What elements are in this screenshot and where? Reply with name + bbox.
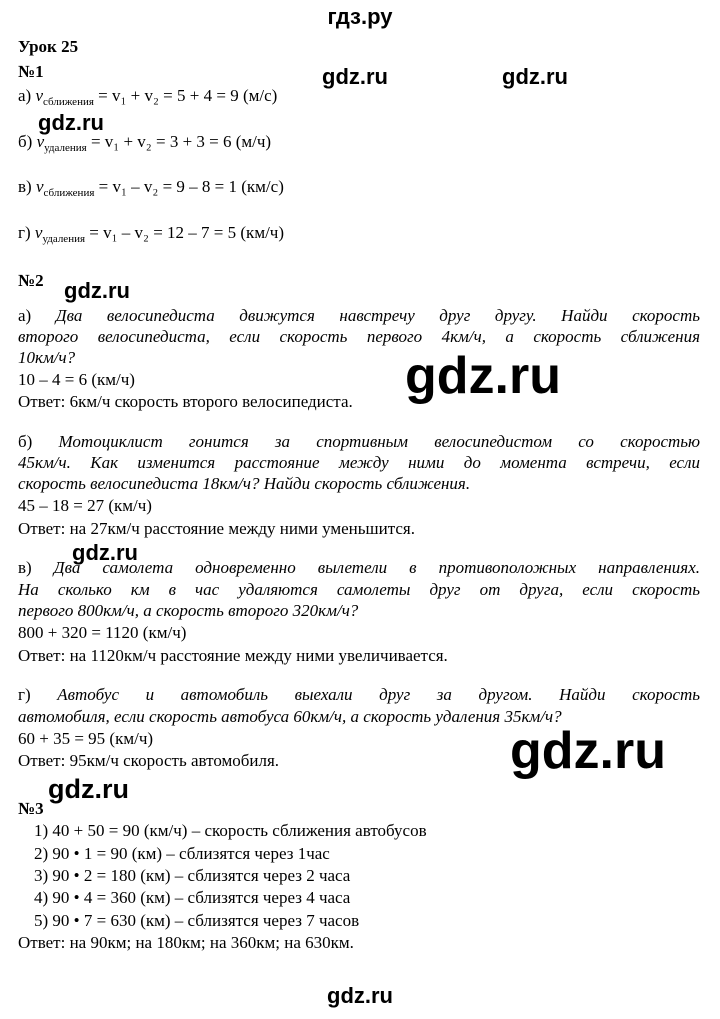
task3-step: 4) 90 • 4 = 360 (км) – сблизятся через 4 часа: [34, 888, 351, 907]
watermark: gdz.ru: [72, 540, 138, 565]
task2-title: №2: [18, 271, 44, 290]
task1-line-v: в) $v_{сближения} = v_1 - v_2 = 9 - 8 = 1$ (км/с): [18, 177, 284, 199]
watermark: gdz.ru: [405, 347, 561, 405]
task2-a-question-line3: 10км/ч?: [18, 348, 76, 367]
task2-b-question-line1: б) Мотоциклист гонится за спортивным велосипедистом со скоростью: [18, 432, 701, 451]
task2-v-question-line3: первого 800км/ч, а скорость второго 320км/ч?: [18, 601, 359, 620]
task2-g-question-line2: автомобиля, если скорость автобуса 60км/ч, а скорость удаления 35км/ч?: [18, 707, 562, 726]
task2-v-calc: 800 + 320 = 1120 (км/ч): [18, 623, 187, 642]
task2-b-question-line2: 45км/ч. Как изменится расстояние между ними до момента встречи, если: [18, 453, 700, 472]
site-header: гдз.ру: [327, 4, 393, 29]
task2-b-answer: Ответ: на 27км/ч расстояние между ними уменьшится.: [18, 519, 415, 538]
task2-b-question-line3: скорость велосипедиста 18км/ч? Найди скорость сближения.: [18, 474, 471, 493]
watermark: gdz.ru: [38, 110, 104, 135]
watermark: gdz.ru: [48, 774, 129, 804]
task2-a-answer: Ответ: 6км/ч скорость второго велосипедиста.: [18, 392, 353, 411]
lesson-title: Урок 25: [18, 37, 79, 56]
task3-step: 3) 90 • 2 = 180 (км) – сблизятся через 2 часа: [34, 866, 351, 885]
task2-v-question-line2: На сколько км в час удаляются самолеты друг от друга, если скорость: [18, 580, 700, 599]
task2-a-question-line2: второго велосипедиста, если скорость первого 4км/ч, а скорость сближения: [18, 327, 700, 346]
task1-line-g: г) $v_{удаления} = v_1 - v_2 = 12 - 7 = 5$ (км/ч): [18, 223, 285, 245]
watermark: gdz.ru: [502, 64, 568, 89]
site-footer: gdz.ru: [327, 983, 393, 1008]
task1-line-b: б) $v_{удаления} = v_1 + v_2 = 3 + 3 = 6$ (м/ч): [18, 132, 272, 154]
task3-step: 5) 90 • 7 = 630 (км) – сблизятся через 7 часов: [34, 911, 360, 930]
task2-v-question-line1: в) Два самолета одновременно вылетели в противоположных направлениях.: [18, 558, 701, 577]
task2-b-calc: 45 – 18 = 27 (км/ч): [18, 496, 152, 515]
task3-answer: Ответ: на 90км; на 180км; на 360км; на 630км.: [18, 933, 354, 952]
watermark: gdz.ru: [510, 722, 666, 780]
task2-a-question-line1: а) Два велосипедиста движутся навстречу друг другу. Найди скорость: [18, 306, 700, 325]
task1-title: №1: [18, 62, 44, 81]
task1-line-a: а) $v_{сближения} = v_1 + v_2 = 5 + 4 = 9$ (м/с): [18, 86, 278, 108]
task3-step: 2) 90 • 1 = 90 (км) – сблизятся через 1час: [34, 844, 330, 863]
task3-title: №3: [18, 799, 44, 818]
task2-v-answer: Ответ: на 1120км/ч расстояние между ними увеличивается.: [18, 646, 448, 665]
task3-step: 1) 40 + 50 = 90 (км/ч) – скорость сближения автобусов: [34, 821, 427, 840]
task2-g-question-line1: г) Автобус и автомобиль выехали друг за другом. Найди скорость: [18, 685, 701, 704]
task2-g-calc: 60 + 35 = 95 (км/ч): [18, 729, 154, 748]
task2-g-answer: Ответ: 95км/ч скорость автомобиля.: [18, 751, 280, 770]
task2-a-calc: 10 – 4 = 6 (км/ч): [18, 370, 135, 389]
watermark: gdz.ru: [64, 278, 130, 303]
watermark: gdz.ru: [322, 64, 388, 89]
